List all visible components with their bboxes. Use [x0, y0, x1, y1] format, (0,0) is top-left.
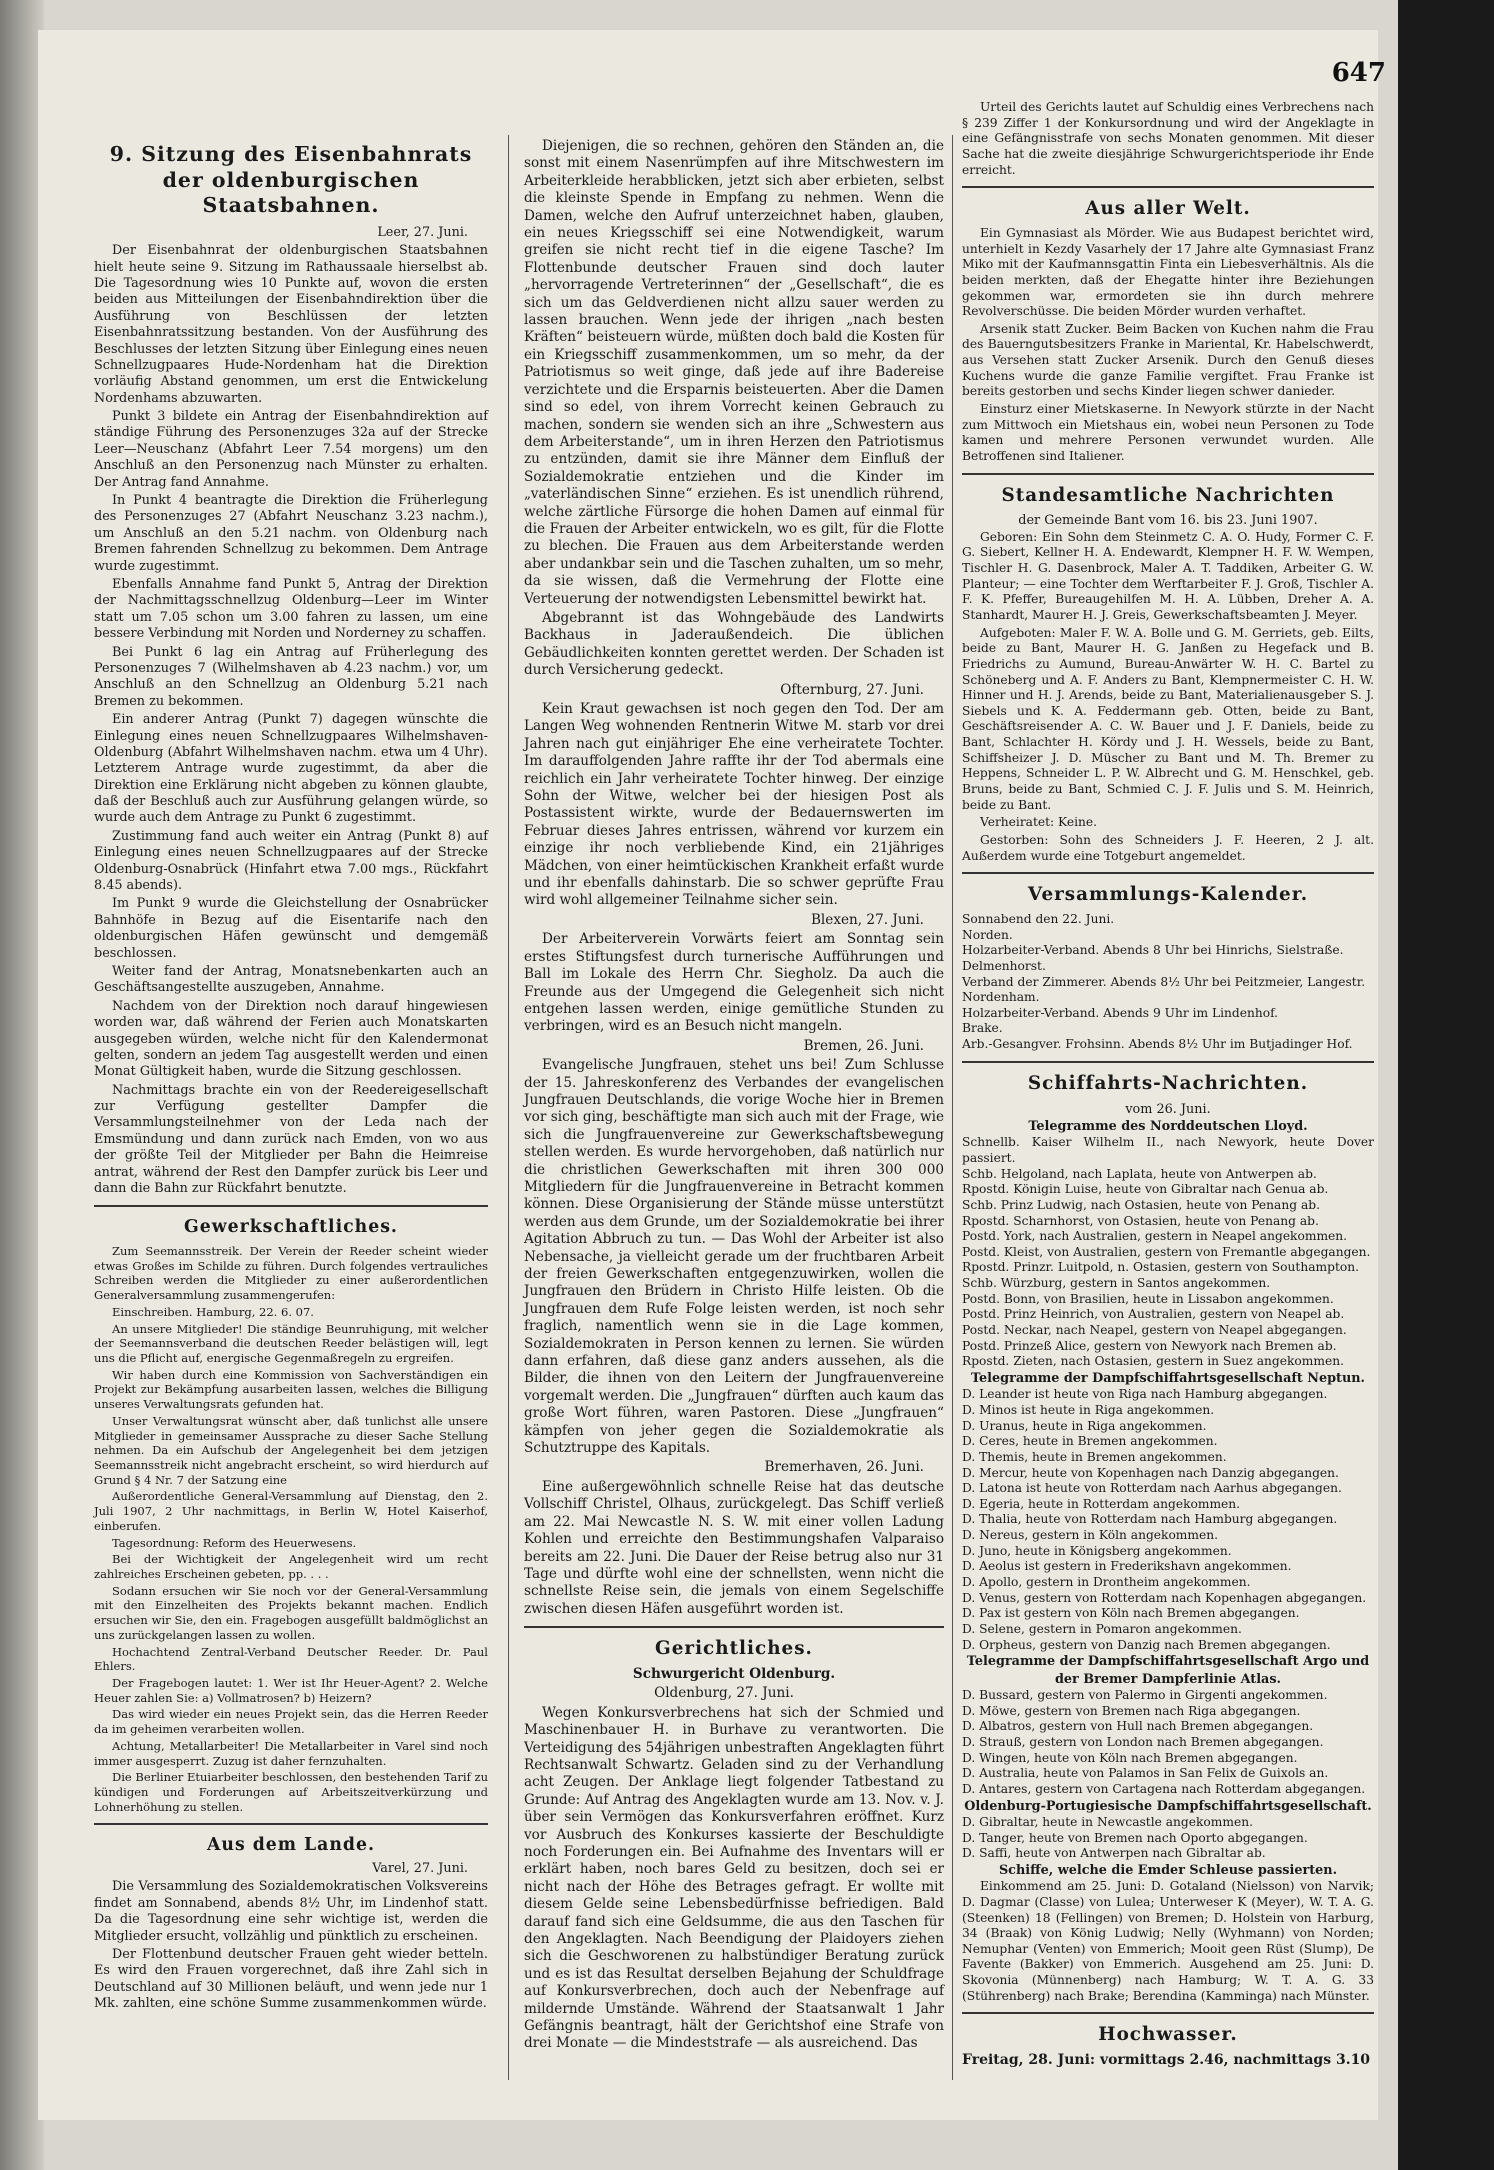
paragraph: Nachmittags brachte ein von der Reedereigesellschaft zur Verfügung gestellter Dampfer die Versammlungsteilnehmer von der Leda nach der Emsmündung und dann zurück nach Emden, von wo aus der größte Teil der Mitglieder per Bahn die Heimreise antrat, während der Rest den Dampfer zurück bis Leer und dann die Bahn zur Rückfahrt benutzte.	[94, 1082, 488, 1197]
section-heading: Schiffahrts-Nachrichten.	[1027, 1072, 1309, 1094]
list-item: Holzarbeiter-Verband. Abends 8 Uhr bei Hinrichs, Sielstraße.	[962, 943, 1344, 958]
list-item: Postd. Kleist, von Australien, gestern von Fremantle abgegangen.	[962, 1244, 1371, 1259]
paragraph: Einschreiben. Hamburg, 22. 6. 07.	[112, 1304, 314, 1319]
list-item: D. Latona ist heute von Rotterdam nach Aarhus abgegangen.	[962, 1481, 1342, 1496]
list-item: Delmenhorst.	[962, 958, 1046, 973]
section-rule	[94, 1205, 488, 1207]
article-body	[524, 1705, 944, 2053]
section-heading: Aus dem Lande.	[207, 1834, 375, 1855]
list-item: D. Themis, heute in Bremen angekommen.	[962, 1449, 1227, 1464]
list-item: D. Nereus, gestern in Köln angekommen.	[962, 1528, 1219, 1543]
dateline: Bremen, 26. Juni.	[803, 1037, 924, 1054]
list-item: D. Strauß, gestern von London nach Bremen abgegangen.	[962, 1734, 1324, 1749]
list-item: D. Selene, gestern in Pomaron angekommen.	[962, 1621, 1242, 1636]
paragraph: Diejenigen, die so rechnen, gehören den Ständen an, die sonst mit einem Nasenrümpfen auf ihre Mitschwestern im Arbeiterkleide herabblicken, jetzt sich aber erbieten, selbst die kleinste Spende in Empfang zu nehmen. Wenn die Damen, welche den Aufruf unterzeichnet haben, glauben, ein neues Kriegsschiff sei eine Notwendigkeit, warum greifen sie nicht recht tief in die eigene Tasche? Im Flottenbunde deutscher Frauen sind doch lauter „hervorragende Vertreterinnen“ der „Gesellschaft“, die es sich um das Geldverdienen nicht allzu sauer werden zu lassen brauchen. Wenn jede der ihrigen „nach besten Kräften“ beisteuern würde, müßten doch bald die Kosten für ein Kriegsschiff zusammenkommen, um so mehr, da der Patriotismus so weit ginge, daß jede auf ihre Badereise verzichtete und die Ersparnis beisteuerten. Aber die Damen sind so edel, von ihrem Vorrecht keinen Gebrauch zu machen, sondern sie wenden sich an ihre „Schwestern aus dem Arbeiterstande“, um in ihren Herzen den Patriotismus zu entzünden, damit sie ihre Männer dem Einfluß der Sozialdemokratie entziehen und die Kinder im „vaterländischen Sinne“ erziehen. Es ist unendlich rührend, welche zärtliche Fürsorge die hohen Damen auf einmal für die Frauen der Arbeiter entwickeln, wo es gilt, für die Flotte zu blechen. Die Frauen aus dem Arbeiterstande werden aber undankbar sein und die Taschen zuhalten, um so mehr, da sie wissen, daß die Vermehrung der Flotte eine Verteuerung der notwendigsten Lebensmittel bewirkt hat.	[524, 138, 944, 607]
paragraph: Der Arbeiterverein Vorwärts feiert am Sonntag sein erstes Stiftungsfest durch turnerische Aufführungen und Ball im Lokale des Herrn Chr. Siegholz. Da auch die Freunde aus der Umgegend die Gelegenheit sich nicht entgehen lassen werden, einige gemütliche Stunden zu verbringen, wird es an Besuch nicht mangeln.	[524, 931, 944, 1035]
list-item: Postd. Prinz Heinrich, von Australien, gestern von Neapel ab.	[962, 1307, 1345, 1322]
list-item: D. Möwe, gestern von Bremen nach Riga abgegangen.	[962, 1703, 1301, 1718]
list-item: D. Gibraltar, heute in Newcastle angekommen.	[962, 1814, 1253, 1829]
article-body	[524, 701, 944, 910]
article-body	[962, 530, 1374, 864]
list-item: D. Bussard, gestern von Palermo in Girgenti angekommen.	[962, 1688, 1328, 1703]
subsection-heading: Telegramme der Dampfschiffahrtsgesellschaft Neptun.	[970, 1370, 1366, 1386]
list-item: D. Aeolus ist gestern in Frederikshavn angekommen.	[962, 1559, 1292, 1574]
list-item: Schnellb. Kaiser Wilhelm II., nach Newyork, heute Dover passiert.	[962, 1135, 1374, 1165]
list-item: D. Uranus, heute in Riga angekommen.	[962, 1418, 1207, 1433]
subsection-heading: Telegramme der Dampfschiffahrtsgesellschaft Argo und der Bremer Dampferlinie Atlas.	[966, 1654, 1370, 1687]
paragraph: Punkt 3 bildete ein Antrag der Eisenbahndirektion auf ständige Führung des Personenzuges 32a auf der Strecke Leer—Neuschanz (Abfahrt Leer 7.54 morgens) um den Anschluß an den Personenzug nach Münster zu erhalten. Der Antrag fand Annahme.	[94, 409, 488, 490]
list-item: D. Albatros, gestern von Hull nach Bremen abgegangen.	[962, 1719, 1314, 1734]
list-item: Sonnabend den 22. Juni.	[962, 911, 1115, 926]
article-body	[524, 138, 944, 680]
list-item: D. Tanger, heute von Bremen nach Oporto abgegangen.	[962, 1830, 1308, 1845]
column-2	[524, 138, 944, 2055]
list-item: Arb.-Gesangver. Frohsinn. Abends 8½ Uhr im Butjadinger Hof.	[962, 1037, 1353, 1052]
paragraph: Geboren: Ein Sohn dem Steinmetz C. A. O. Hudy, Former C. F. G. Siebert, Kellner H. A. Endewardt, Klempner H. F. W. Wempen, Tischler H. G. Dasenbrock, Maler A. T. Taddiken, Arbeiter G. W. Planteur; — eine Tochter dem Werftarbeiter F. J. Groß, Tischler A. F. K. Pfeffer, Bureaugehilfen M. H. A. Lübben, Dreher A. A. Stanhardt, Maurer H. J. Greis, Gewerkschaftsbeamten J. Meyer.	[962, 529, 1374, 622]
article-body	[962, 226, 1374, 465]
paragraph: Der Flottenbund deutscher Frauen geht wieder betteln. Es wird den Frauen vorgerechnet, daß ihre Zahl sich in Deutschland auf 30 Millionen beläuft, und wenn jede nur 1 Mk. zahlten, eine schöne Summe zusammenkommen würde.	[94, 1946, 488, 2012]
paragraph: Die Berliner Etuiarbeiter beschlossen, den bestehenden Tarif zu kündigen und Forderungen auf Arbeitszeitverkürzung und Lohnerhöhung zu stellen.	[94, 1770, 488, 1814]
article-body	[94, 1244, 488, 1815]
paragraph: Wegen Konkursverbrechens hat sich der Schmied und Maschinenbauer H. in Burhave zu verantworten. Die Verteidigung des 54jährigen unbestraften Angeklagten führt Rechtsanwalt Schwartz. Geladen sind zu der Verhandlung acht Zeugen. Der Anklage liegt folgender Tatbestand zu Grunde: Auf Antrag des Angeklagten wurde am 13. Nov. v. J. über sein Vermögen das Konkursverfahren eröffnet. Kurz vor Ausbruch des Konkurses kassierte der Beschuldigte noch Forderungen ein. Bei Aufnahme des Inventars will er erklärt haben, noch bares Geld zu besitzen, doch sei er nicht nach der Höhe des Betrages gefragt. Er wollte mit diesem Gelde seine Lebensbedürfnisse befriedigen. Bald darauf fand sich eine Geldsumme, die aus den Taschen für den Angeklagten. Nach Beendigung der Plaidoyers ziehen sich die Geschworenen zu halbstündiger Beratung zurück und es ist das Resultat derselben Bejahung der Schuldfrage auf Konkursverbrechen, doch auch der Nebenfrage auf mildernde Umstände. Während der Staatsanwalt 1 Jahr Gefängnis beantragt, hält der Gerichtshof eine Strafe von drei Monate — die Mindeststrafe — als ausreichend. Das	[524, 1704, 944, 2052]
list-item: D. Leander ist heute von Riga nach Hamburg abgegangen.	[962, 1387, 1328, 1402]
list-item: D. Orpheus, gestern von Danzig nach Bremen abgegangen.	[962, 1637, 1331, 1652]
scan-right-edge	[1398, 0, 1494, 2170]
section-heading: Standesamtliche Nachrichten	[1001, 484, 1335, 506]
list-item: D. Venus, gestern von Rotterdam nach Kopenhagen abgegangen.	[962, 1590, 1367, 1605]
section-heading: Aus aller Welt.	[1085, 198, 1251, 220]
paragraph: Der Fragebogen lautet: 1. Wer ist Ihr Heuer-Agent? 2. Welche Heuer zahlen Sie: a) Vollmatrosen? b) Heizern?	[94, 1676, 488, 1705]
column-divider	[952, 135, 953, 2080]
paragraph: Evangelische Jungfrauen, stehet uns bei! Zum Schlusse der 15. Jahreskonferenz des Verbandes der evangelischen Jungfrauen Deutschlands, die vorige Woche hier in Bremen vor sich ging, beschäftigte man sich auch mit der Frage, wie sich die Jungfrauenvereine zur Gewerkschaftsbewegung stellen werden. Es wurde hervorgehoben, daß natürlich nur die christlichen Gewerkschaften mit ihren 300 000 Mitgliedern für die Jungfrauenvereine in Betracht kommen können. Diese Organisierung der Stände müsse unterstützt werden aus dem Grunde, um der Sozialdemokratie bei ihrer Agitation Abbruch zu tun. — Das Wohl der Arbeiter ist also Nebensache, ja vielleicht gerade um der fruchtbaren Arbeit der freien Gewerkschaften entgegenzuwirken, wollen die Jungfrauen den Brüdern in Christo Hilfe leisten. Ob die Jungfrauen dem Rufe Folge leisten werden, ist noch sehr fraglich, namentlich wenn sie in die Lage kommen, Sozialdemokraten in Person kennen zu lernen. Sie würden dann erfahren, daß diese ganz anders aussehen, als die Bilder, die ihnen von den Leitern der Jungfrauenvereine vorgemalt werden. Die „Jungfrauen“ dürften auch kaum das große Wort führen, waren Pastoren. Diese „Jungfrauen“ kämpfen von jeher gegen die Sozialdemokratie als Schutztruppe des Kapitals.	[524, 1057, 944, 1457]
article-body: Einkommend am 25. Juni: D. Gotaland (Nielsson) von Narvik; D. Dagmar (Classe) von Lulea; Unterweser K (Meyer), W. T. A. G. (Steenken) 18 (Fellingen) von Bremen; D. Holstein von Harburg, 34 (Braak) von König Ludwig; Nelly (Wyhmann) von Norden; Nemuphar (Venten) von Emmerich; Mooit geen Rüst (Slump), De Favente (Bakker) von Emmerich. Ausgehend am 25. Juni: D. Skovonia (Münnenberg) nach Hamburg; W. T. A. G. 33 (Stührenberg) nach Brake; Berendina (Kamminga) nach Münster.	[962, 1879, 1374, 2003]
section-rule	[962, 872, 1374, 874]
dateline: Varel, 27. Juni.	[372, 1861, 468, 1876]
section-rule	[94, 1823, 488, 1825]
paragraph: Im Punkt 9 wurde die Gleichstellung der Osnabrücker Bahnhöfe in Bezug auf die Eisentarife nach den oldenburgischen Häfen gewünscht und demgemäß beschlossen.	[94, 896, 488, 961]
paragraph: Unser Verwaltungsrat wünscht aber, daß tunlichst alle unsere Mitglieder in gemeinsamer Aussprache zu dieser Sache Stellung nehmen. Da ein Aufschub der Angelegenheit bei dem jetzigen Seemannsstreik nicht angebracht erscheint, so wird hierdurch auf Grund § 4 Nr. 7 der Satzung eine	[94, 1413, 488, 1487]
article-body	[524, 1479, 944, 1618]
paragraph: Tagesordnung: Reform des Heuerwesens.	[112, 1535, 357, 1550]
paragraph: Weiter fand der Antrag, Monatsnebenkarten auch an Geschäftsangestellte auszugeben, Annahme.	[94, 963, 488, 996]
list-item: Postd. York, nach Australien, gestern in Neapel angekommen.	[962, 1229, 1348, 1244]
paragraph: Die Versammlung des Sozialdemokratischen Volksvereins findet am Sonnabend, abends 8½ Uhr, im Lindenhof statt. Da die Tagesordnung eine sehr wichtige ist, werden die Mitglieder ersucht, vollzählig und pünktlich zu erscheinen.	[94, 1879, 488, 1944]
dateline: Leer, 27. Juni.	[377, 224, 468, 240]
high-water-times: Freitag, 28. Juni: vormittags 2.46, nachmittags 3.10	[962, 2052, 1371, 2069]
paragraph: Bei der Wichtigkeit der Angelegenheit wird um recht zahlreiches Erscheinen gebeten, pp. . . .	[94, 1552, 488, 1582]
paragraph: Wir haben durch eine Kommission von Sachverständigen ein Projekt zur Bekämpfung ausarbeiten lassen, welches die Billigung unseres Verwaltungsrats gefunden hat.	[94, 1367, 488, 1412]
list-item: Postd. Neckar, nach Neapel, gestern von Neapel abgegangen.	[962, 1323, 1347, 1337]
section-rule	[962, 2012, 1374, 2014]
dateline: Oldenburg, 27. Juni.	[654, 1685, 794, 1702]
column-1	[94, 132, 488, 2015]
paragraph: Ein anderer Antrag (Punkt 7) dagegen wünschte die Einlegung eines neuen Schnellzugpaares Wilhelmshaven-Oldenburg (Abfahrt Wilhelmshaven nachm. etwa um 4 Uhr). Letzterem Antrage wurde zugestimmt, da aber die Direktion eine Erklärung nicht abgeben zu können glaubte, daß der Beschluß auch zur Ausführung gelangen würde, so wurde auch dem Antrage zu Punkt 6 zugestimmt.	[94, 712, 488, 826]
paragraph: Zustimmung fand auch weiter ein Antrag (Punkt 8) auf Einlegung eines neuen Schnellzugpaares auf der Strecke Oldenburg-Osnabrück (Hinfahrt etwa 7.00 mgs., Rückfahrt 8.45 abends).	[94, 828, 488, 894]
paragraph: Nachdem von der Direktion noch darauf hingewiesen worden war, daß während der Ferien auch Monatskarten ausgegeben würden, welche nicht für den Kalendermonat gelten, sondern an jedem Tag ausgestellt werden und einen Monat Gültigkeit haben, wurde die Sitzung geschlossen.	[94, 998, 488, 1080]
ship-list	[962, 1815, 1374, 1862]
subsection-heading: Schiffe, welche die Emder Schleuse passierten.	[998, 1862, 1338, 1878]
list-item: Schb. Helgoland, nach Laplata, heute von Antwerpen ab.	[962, 1166, 1317, 1181]
list-item: D. Ceres, heute in Bremen angekommen.	[962, 1434, 1218, 1449]
list-item: Schb. Würzburg, gestern in Santos angekommen.	[962, 1276, 1271, 1291]
list-item: Rpostd. Scharnhorst, von Ostasien, heute von Penang ab.	[962, 1213, 1319, 1228]
section-rule	[962, 473, 1374, 475]
paragraph: Einsturz einer Mietskaserne. In Newyork stürzte in der Nacht zum Mittwoch ein Mietshaus ein, wobei neun Personen zu Tode kamen und mehrere Personen verwundet wurden. Alle Betroffenen sind Italiener.	[962, 402, 1374, 463]
column-3	[962, 100, 1374, 2070]
event-list	[962, 912, 1374, 1053]
list-item: Holzarbeiter-Verband. Abends 9 Uhr im Lindenhof.	[962, 1005, 1279, 1020]
paragraph: Das wird wieder ein neues Projekt sein, das die Herren Reeder da im geheimen verarbeiten wollen.	[94, 1707, 488, 1737]
paragraph: Hochachtend Zentral-Verband Deutscher Reeder. Dr. Paul Ehlers.	[94, 1644, 488, 1674]
list-item: Postd. Bonn, von Brasilien, heute in Lissabon angekommen.	[962, 1291, 1334, 1306]
ship-list	[962, 1387, 1374, 1653]
paragraph: Sodann ersuchen wir Sie noch vor der General-Versammlung mit den Einzelheiten des Projekts bekannt machen. Endlich ersuchen wir Sie, den ein. Fragebogen ausgefüllt baldmöglichst an uns zurückgelangen lassen zu wollen.	[94, 1583, 488, 1642]
paragraph: Aufgeboten: Maler F. W. A. Bolle und G. M. Gerriets, geb. Eilts, beide zu Bant, Maurer H. G. Janßen zu Hegefack und B. Friedrichs zu Aumund, Bureau-Anwärter W. H. C. Bartel zu Schöneberg und A. F. Anders zu Bant, Klempnermeister C. H. W. Hinner und H. J. Arends, beide zu Bant, Materialienausgeber S. J. Siebels und K. A. Feddermann geb. Otten, beide zu Bant, Geschäftsreisender A. C. W. Bauer und J. F. Daniels, beide zu Bant, Schlachter H. Kördy und J. H. Wessels, beide zu Bant, Schiffsheizer J. D. Müscher zu Bant und M. Th. Bremer zu Heppens, Schneider L. P. W. Albrecht und G. M. Henschkel, geb. Bruns, beide zu Bant, Schmied C. J. F. Julis und S. M. Heinrich, beide zu Bant.	[962, 625, 1374, 812]
list-item: Rpostd. Prinzr. Luitpold, n. Ostasien, gestern von Southampton.	[962, 1260, 1360, 1275]
section-heading: Versammlungs-Kalender.	[1027, 884, 1309, 906]
article-body	[524, 1057, 944, 1457]
paragraph: Verheiratet: Keine.	[980, 815, 1098, 830]
section-subheading: vom 26. Juni.	[1125, 1101, 1211, 1117]
paragraph: Achtung, Metallarbeiter! Die Metallarbeiter in Varel sind noch immer ausgesperrt. Zuzug ist daher fernzuhalten.	[94, 1738, 488, 1768]
subsection-heading: Oldenburg-Portugiesische Dampfschiffahrtsgesellschaft.	[964, 1798, 1372, 1814]
paragraph: Gestorben: Sohn des Schneiders J. F. Heeren, 2 J. alt. Außerdem wurde eine Totgeburt angemeldet.	[962, 832, 1374, 863]
section-subheading: der Gemeinde Bant vom 16. bis 23. Juni 1907.	[1018, 513, 1318, 529]
list-item: D. Saffi, heute von Antwerpen nach Gibraltar ab.	[962, 1846, 1266, 1861]
section-heading: Hochwasser.	[1098, 2024, 1238, 2046]
paragraph: Abgebrannt ist das Wohngebäude des Landwirts Backhaus in Jaderaußendeich. Die üblichen Gebäudlichkeiten konnten gerettet werden. Der Schaden ist durch Versicherung gedeckt.	[524, 609, 944, 679]
subsection-heading: Schwurgericht Oldenburg.	[632, 1665, 836, 1682]
section-rule	[524, 1626, 944, 1628]
list-item: D. Thalia, heute von Rotterdam nach Hamburg abgegangen.	[962, 1512, 1338, 1527]
list-item: Verband der Zimmerer. Abends 8½ Uhr bei Peitzmeier, Langestr.	[962, 974, 1366, 989]
paragraph: An unsere Mitglieder! Die ständige Beunruhigung, mit welcher der Seemannsverband die deutschen Reeder belästigen will, legt uns die Pflicht auf, energische Gegenmaßregeln zu ergreifen.	[94, 1321, 488, 1365]
dateline: Blexen, 27. Juni.	[810, 911, 924, 928]
list-item: Norden.	[962, 927, 1013, 942]
list-item: D. Minos ist heute in Riga angekommen.	[962, 1402, 1215, 1417]
section-rule	[962, 1061, 1374, 1063]
section-heading: Gewerkschaftliches.	[184, 1217, 398, 1238]
list-item: D. Mercur, heute von Kopenhagen nach Danzig abgegangen.	[962, 1465, 1339, 1480]
paragraph: Kein Kraut gewachsen ist noch gegen den Tod. Der am Langen Weg wohnenden Rentnerin Witwe M. starb vor drei Jahren nach gut einjähriger Ehe eine verheiratete Tochter. Im darauffolgenden Jahre raffte ihr der Tod abermals eine reichlich ein Jahr verheiratete Tochter hinweg. Der einzige Sohn der Witwe, welcher bei der hiesigen Post als Postassistent wirkte, wurde der Bedauernswerten im Februar dieses Jahres entrissen, während vor kurzem ein einzige ihr noch verbliebende Kind, ein 21jähriges Mädchen, von einer heimtückischen Krankheit erfaßt wurde und ihr ebenfalls dahinstarb. Die so schwer geprüfte Frau wird wohl allgemeiner Teilnahme sicher sein.	[524, 701, 944, 909]
paragraph: Bei Punkt 6 lag ein Antrag auf Früherlegung des Personenzuges 7 (Wilhelmshaven ab 4.23 nachm.) vor, um Anschluß an den Schnellzug an Oldenburg 5.21 nach Bremen zu bekommen.	[94, 644, 488, 709]
list-item: D. Apollo, gestern in Drontheim angekommen.	[962, 1575, 1251, 1590]
dateline: Ofternburg, 27. Juni.	[780, 681, 924, 698]
list-item: Rpostd. Königin Luise, heute von Gibraltar nach Genua ab.	[962, 1182, 1329, 1197]
paragraph: Zum Seemannsstreik. Der Verein der Reeder scheint wieder etwas Großes im Schilde zu führen. Durch folgendes vertrauliches Schreiben werden die Mitglieder zu einer außerordentlichen Generalversammlung zusammengerufen:	[94, 1243, 488, 1303]
article-body	[524, 931, 944, 1035]
paragraph: In Punkt 4 beantragte die Direktion die Früherlegung des Personenzuges 27 (Abfahrt Neuschanz 3.23 nachm.), um Anschluß an den 5.21 nachm. von Oldenburg nach Bremen fahrenden Schnellzug zu bekommen. Dem Antrage wurde zugestimmt.	[94, 493, 488, 574]
list-item: D. Antares, gestern von Cartagena nach Rotterdam abgegangen.	[962, 1781, 1366, 1796]
list-item: D. Juno, heute in Königsberg angekommen.	[962, 1543, 1232, 1558]
paragraph: Eine außergewöhnlich schnelle Reise hat das deutsche Vollschiff Christel, Olhaus, zurückgelegt. Das Schiff verließ am 22. Mai Newcastle N. S. W. mit einer vollen Ladung Kohlen und erreichte den Bestimmungshafen Valparaiso bereits am 22. Juni. Die Dauer der Reise betrug also nur 31 Tage und dürfte wohl eine der schnellsten, wenn nicht die schnellste Reise sein, die jemals von einem Segelschiffe zwischen diesen Häfen ausgeführt worden ist.	[524, 1478, 944, 1617]
article-body	[94, 243, 488, 1197]
list-item: Rpostd. Zieten, nach Ostasien, gestern in Suez angekommen.	[962, 1354, 1344, 1369]
section-rule	[962, 186, 1374, 188]
page-number: 647	[1331, 58, 1386, 88]
paragraph: Ein Gymnasiast als Mörder. Wie aus Budapest berichtet wird, unterhielt in Kezdy Vasarhely der 17 Jahre alte Gymnasiast Franz Miko mit der Kaufmannsgattin Finta ein Liebesverhältnis. Als die beiden merkten, daß der Ehegatte hinter ihre Beziehungen gekommen war, ermordeten sie ihn durch mehrere Revolverschüsse. Die beiden Mörder wurden verhaftet.	[962, 225, 1374, 319]
subsection-heading: Telegramme des Norddeutschen Lloyd.	[1028, 1118, 1308, 1134]
list-item: Schb. Prinz Ludwig, nach Ostasien, heute von Penang ab.	[962, 1197, 1320, 1212]
ship-list	[962, 1688, 1374, 1797]
section-heading: Gerichtliches.	[655, 1638, 813, 1660]
list-item: Brake.	[962, 1021, 1003, 1036]
list-item: D. Australia, heute von Palamos in San Felix de Guixols an.	[962, 1766, 1329, 1781]
dateline: Bremerhaven, 26. Juni.	[764, 1459, 924, 1476]
column-divider	[508, 135, 509, 2080]
list-item: D. Egeria, heute in Rotterdam angekommen.	[962, 1496, 1241, 1511]
paragraph: Außerordentliche General-Versammlung auf Dienstag, den 2. Juli 1907, 2 Uhr nachmittags, in Berlin W, Hotel Kaiserhof, einberufen.	[94, 1489, 488, 1533]
list-item: D. Pax ist gestern von Köln nach Bremen abgegangen.	[962, 1606, 1300, 1621]
list-item: D. Wingen, heute von Köln nach Bremen abgegangen.	[962, 1750, 1298, 1765]
article-body: Urteil des Gerichts lautet auf Schuldig eines Verbrechens nach § 239 Ziffer 1 der Konkursordnung und wird der Angeklagte in eine Gefängnisstrafe von sechs Monaten genommen. Mit dieser Sache hat die zweite diesjährige Schwurgerichtsperiode ihr Ende erreicht.	[962, 100, 1374, 177]
paragraph: Der Eisenbahnrat der oldenburgischen Staatsbahnen hielt heute seine 9. Sitzung im Rathaussaale hierselbst ab. Die Tagesordnung wies 10 Punkte auf, wovon die ersten beiden aus Mitteilungen der Eisenbahndirektion über die Ausführung von Beschlüssen der letzten Eisenbahnratssitzung bestanden. Von der Ausführung des Beschlusses der letzten Sitzung über Einlegung eines neuen Schnellzugpaares Hude-Nordenham hat die Direktion vorläufig Abstand genommen, um erst die Entwickelung Nordenhams abzuwarten.	[94, 243, 488, 406]
list-item: Postd. Prinzeß Alice, gestern von Newyork nach Bremen ab.	[962, 1338, 1337, 1353]
paragraph: Arsenik statt Zucker. Beim Backen von Kuchen nahm die Frau des Bauerngutsbesitzers Franke in Mariental, Kr. Habelschwerdt, aus Versehen statt Zucker Arsenik. Durch den Genuß dieses Kuchens wurde die ganze Familie vergiftet. Frau Franke ist bereits gestorben und sechs Kinder liegen schwer danieder.	[962, 321, 1374, 399]
article-body	[94, 1879, 488, 2012]
article-title: 9. Sitzung des Eisenbahnrats der oldenburgischen Staatsbahnen.	[109, 142, 473, 218]
ship-list	[962, 1135, 1374, 1370]
list-item: Nordenham.	[962, 990, 1040, 1005]
paragraph: Ebenfalls Annahme fand Punkt 5, Antrag der Direktion der Nachmittagsschnellzug Oldenburg—Leer im Winter statt um 7.05 schon um 3.00 fahren zu lassen, um eine bessere Verbindung mit Norden und Norderney zu schaffen.	[94, 576, 488, 642]
